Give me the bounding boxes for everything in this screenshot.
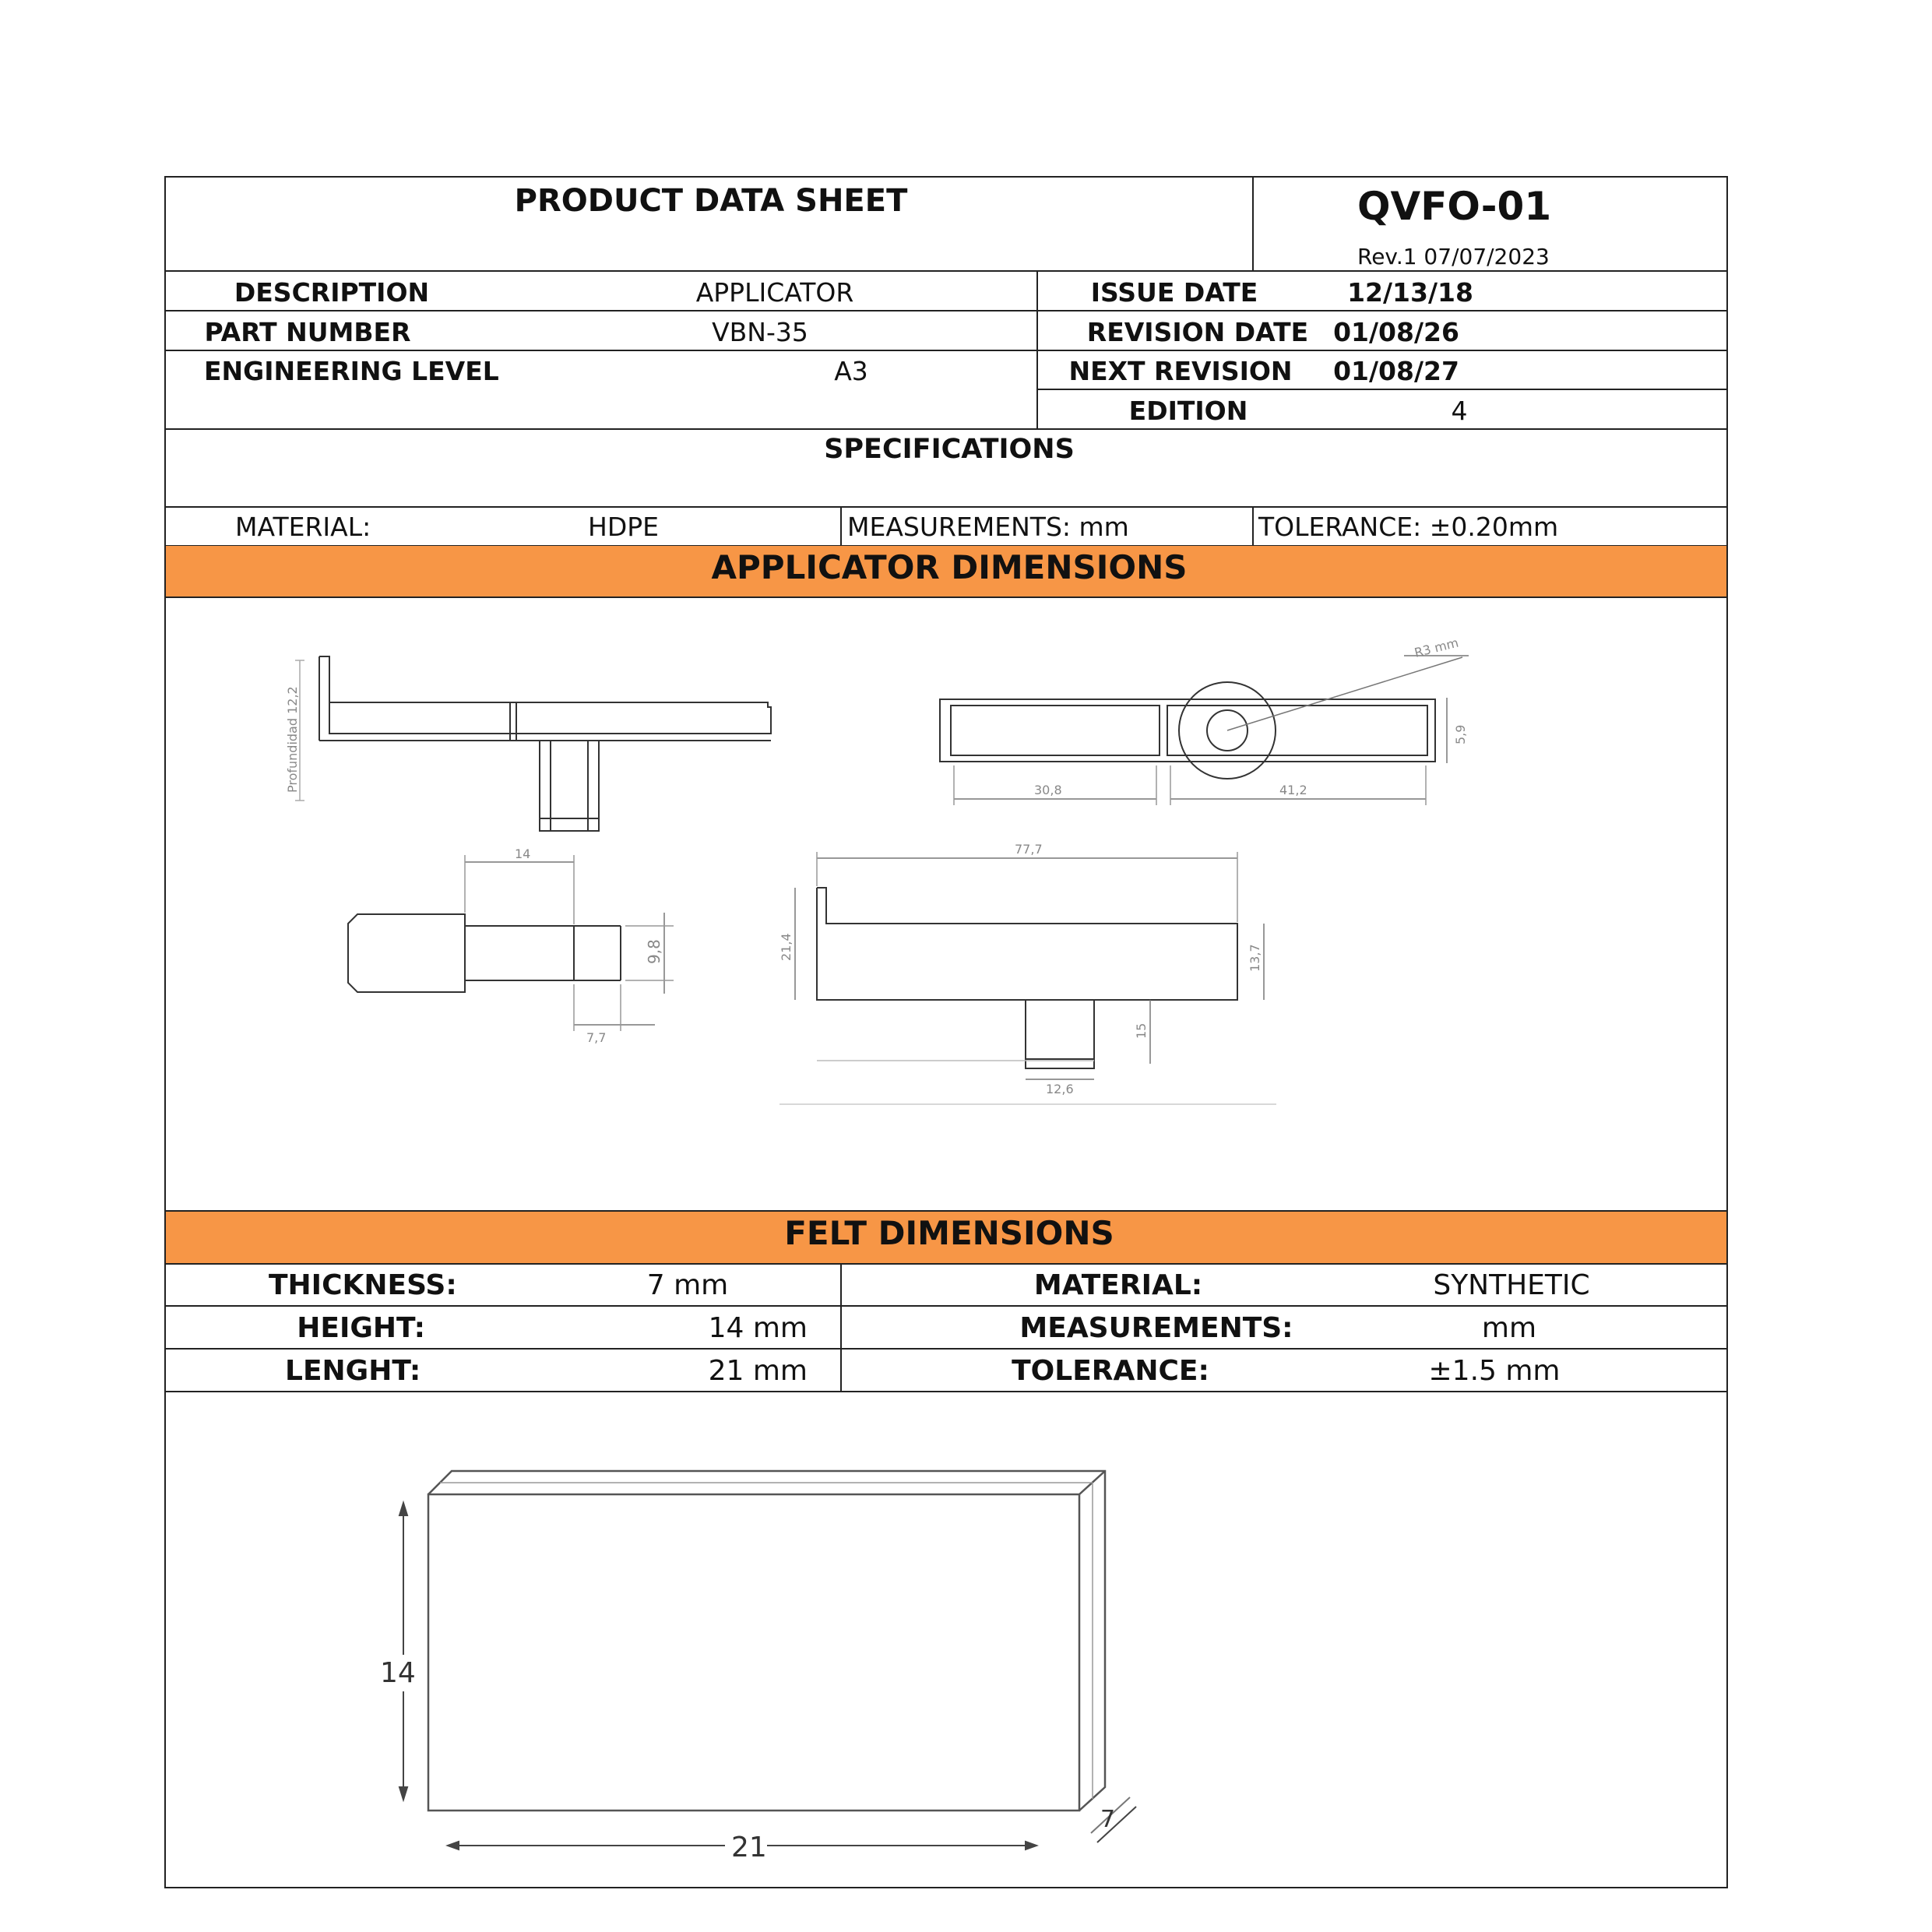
row-line: [166, 310, 1726, 311]
felt-drawing: [166, 1392, 1726, 1887]
felt-tolerance-label: TOLERANCE:: [1012, 1355, 1209, 1387]
felt-tolerance-value: ±1.5 mm: [1428, 1355, 1561, 1387]
dim-15: 15: [1134, 1022, 1149, 1039]
sheet-title: PRODUCT DATA SHEET: [514, 183, 908, 219]
applicator-drawing: [166, 598, 1726, 1191]
row-line: [166, 1263, 1726, 1265]
spec-divider: [840, 506, 842, 545]
applicator-dimensions-title: APPLICATOR DIMENSIONS: [711, 548, 1188, 586]
applicator-top-view: [940, 656, 1469, 805]
revision-date-label: REVISION DATE: [1086, 317, 1309, 347]
dim-12-6: 12,6: [1046, 1082, 1074, 1096]
felt-material-value: SYNTHETIC: [1433, 1269, 1590, 1301]
next-revision-value: 01/08/27: [1333, 356, 1459, 386]
row-line: [166, 506, 1726, 508]
felt-divider: [840, 1263, 842, 1391]
material-label: MATERIAL:: [235, 512, 371, 542]
issue-date-value: 12/13/18: [1347, 277, 1473, 308]
dim-13-7: 13,7: [1248, 944, 1262, 972]
felt-length-value: 21 mm: [708, 1355, 808, 1387]
description-label: DESCRIPTION: [234, 277, 430, 308]
edition-label: EDITION: [1128, 396, 1248, 426]
row-line: [166, 270, 1726, 272]
felt-height-value: 14 mm: [708, 1312, 808, 1344]
dim-radius: R3 mm: [1413, 635, 1460, 660]
part-number-label: PART NUMBER: [204, 317, 411, 347]
applicator-side-view: [295, 656, 771, 831]
felt-dim-thickness: 7: [1100, 1806, 1116, 1833]
felt-measurements-value: mm: [1481, 1312, 1537, 1344]
row-line: [166, 428, 1726, 430]
issue-date-label: ISSUE DATE: [1090, 277, 1258, 308]
next-revision-label: NEXT REVISION: [1068, 356, 1293, 386]
row-line: [166, 1348, 1726, 1350]
felt-thickness-label: THICKNESS:: [269, 1269, 457, 1301]
engineering-level-label: ENGINEERING LEVEL: [204, 356, 499, 386]
description-value: APPLICATOR: [695, 277, 854, 308]
dim-7-7: 7,7: [586, 1030, 607, 1045]
tolerance-spec: TOLERANCE: ±0.20mm: [1258, 512, 1559, 542]
measurements-spec: MEASUREMENTS: mm: [847, 512, 1129, 542]
row-line: [1036, 389, 1726, 390]
material-value: HDPE: [588, 512, 659, 542]
row-line: [166, 350, 1726, 351]
dim-5-9: 5,9: [1453, 724, 1468, 744]
header-divider: [1252, 178, 1254, 270]
felt-dim-length: 21: [731, 1832, 767, 1863]
dim-depth: Profundidad 12,2: [285, 686, 300, 793]
felt-height-label: HEIGHT:: [297, 1312, 425, 1344]
revision-stamp: Rev.1 07/07/2023: [1357, 244, 1550, 269]
dim-30-8: 30,8: [1034, 783, 1062, 797]
edition-value: 4: [1451, 396, 1468, 426]
spec-divider: [1252, 506, 1254, 545]
felt-dimensions-title: FELT DIMENSIONS: [784, 1214, 1114, 1252]
felt-material-label: MATERIAL:: [1033, 1269, 1203, 1301]
row-line: [166, 1305, 1726, 1307]
felt-length-label: LENGHT:: [285, 1355, 421, 1387]
felt-measurements-label: MEASUREMENTS:: [1019, 1312, 1293, 1344]
info-divider: [1036, 270, 1038, 428]
dim-9-8: 9,8: [645, 939, 663, 964]
applicator-long-view: [779, 852, 1276, 1104]
dim-77-7: 77,7: [1015, 842, 1043, 857]
dim-14: 14: [515, 846, 531, 861]
felt-thickness-value: 7 mm: [646, 1269, 729, 1301]
dim-21-4: 21,4: [779, 933, 794, 961]
product-data-sheet: [164, 176, 1728, 1888]
felt-dim-height: 14: [380, 1657, 416, 1689]
part-number-value: VBN-35: [712, 317, 808, 347]
specifications-title: SPECIFICATIONS: [824, 434, 1075, 465]
revision-date-value: 01/08/26: [1333, 317, 1459, 347]
applicator-front-view: [348, 855, 674, 1031]
engineering-level-value: A3: [834, 356, 868, 386]
dim-41-2: 41,2: [1279, 783, 1307, 797]
document-code: QVFO-01: [1357, 184, 1552, 229]
